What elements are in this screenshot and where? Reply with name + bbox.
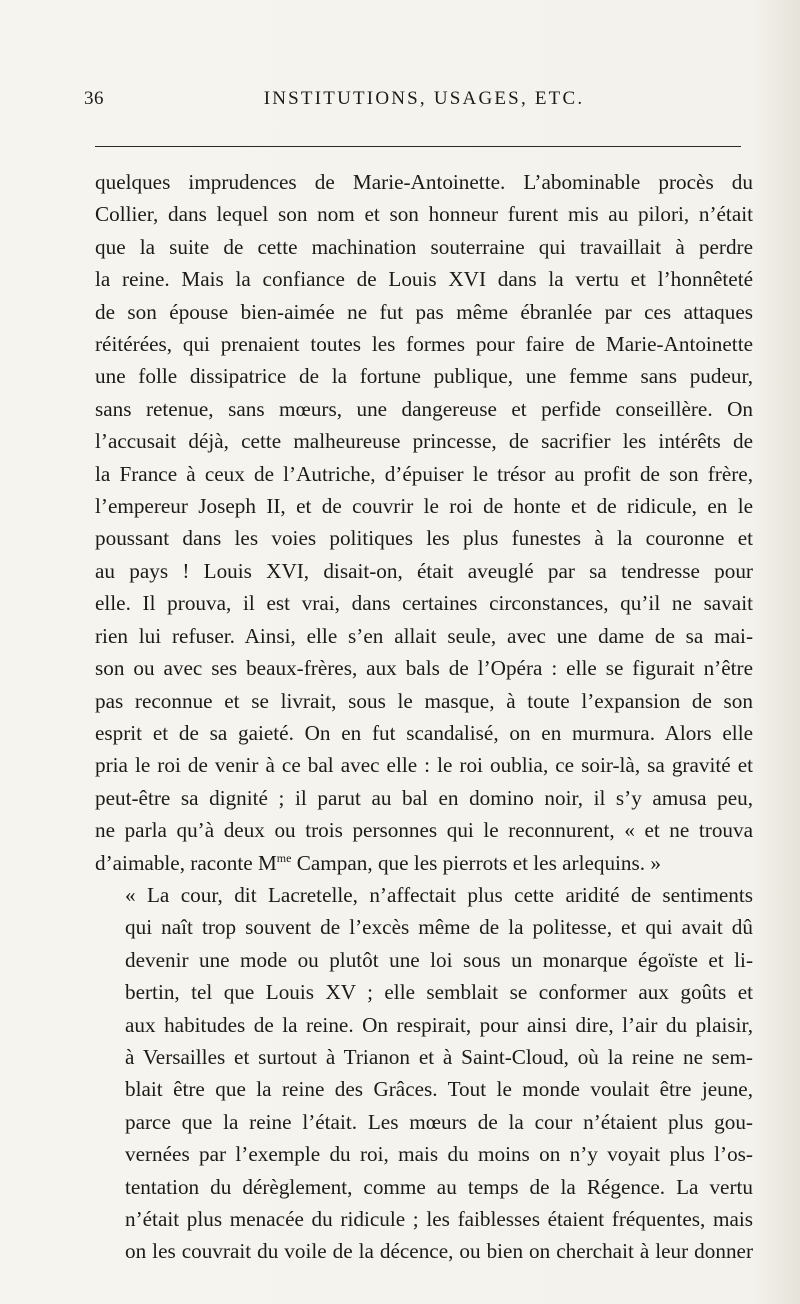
text-line: sans retenue, sans mœurs, une dangereuse et perfide conseillère. On [95,396,753,421]
text-fragment: Campan, que les pierrots et les arlequins. » [291,850,661,875]
text-line: blait être que la reine des Grâces. Tout le monde voulait être jeune, [125,1077,753,1102]
text-line: ne parla qu’à deux ou trois personnes qui le reconnurent, « et ne trouva [95,818,753,843]
text-line: l’accusait déjà, cette malheureuse princesse, de sacrifier les intérêts de [95,429,753,454]
text-line: que la suite de cette machination souterraine qui travaillait à perdre [95,234,753,259]
text-line: vernées par l’exemple du roi, mais du moins on n’y voyait plus l’os- [125,1142,753,1167]
text-line: rien lui refuser. Ainsi, elle s’en allait seule, avec une dame de sa mai- [95,623,753,648]
text-line: tentation du dérèglement, comme au temps de la Régence. La vertu [125,1174,753,1199]
text-line-final [95,847,753,879]
running-title: INSTITUTIONS, USAGES, ETC. [263,88,585,109]
text-line: son ou avec ses beaux-frères, aux bals de l’Opéra : elle se figurait n’être [95,656,753,681]
text-line: « La cour, dit Lacretelle, n’affectait plus cette aridité de sentiments [125,882,753,907]
text-line: parce que la reine l’était. Les mœurs de la cour n’étaient plus gou- [125,1109,753,1134]
page-number: 36 [84,88,104,109]
header-rule [95,146,741,147]
text-line: pria le roi de venir à ce bal avec elle : le roi oublia, ce soir-là, sa gravité et [95,753,753,778]
text-line: de son épouse bien-aimée ne fut pas même ébranlée par ces attaques [95,299,753,324]
text-line: esprit et de sa gaieté. On en fut scandalisé, on en murmura. Alors elle [95,720,753,745]
text-line: la reine. Mais la confiance de Louis XVI dans la vertu et l’honnêteté [95,267,753,292]
text-line: aux habitudes de la reine. On respirait, pour ainsi dire, l’air du plaisir, [125,1012,753,1037]
text-line: à Versailles et surtout à Trianon et à Saint-Cloud, où la reine ne sem- [125,1044,753,1069]
text-line: peut-être sa dignité ; il parut au bal en domino noir, il s’y amusa peu, [95,785,753,810]
text-line: on les couvrait du voile de la décence, ou bien on cherchait à leur donner [125,1239,753,1264]
text-line: pas reconnue et se livrait, sous le masque, à toute l’expansion de son [95,688,753,713]
text-line: la France à ceux de l’Autriche, d’épuiser le trésor au profit de son frère, [95,461,753,486]
text-line: elle. Il prouva, il est vrai, dans certaines circonstances, qu’il ne savait [95,591,753,616]
superscript: me [276,850,292,865]
paragraph-1 [95,166,753,879]
text-line: réitérées, qui prenaient toutes les formes pour faire de Marie-Antoinette [95,332,753,357]
text-line: devenir une mode ou plutôt une loi sous un monarque égoïste et li- [125,947,753,972]
text-line: n’était plus menacée du ridicule ; les faiblesses étaient fréquentes, mais [125,1207,753,1231]
text-line: Collier, dans lequel son nom et son honneur furent mis au pilori, n’était [95,202,753,227]
text-line: une folle dissipatrice de la fortune publique, une femme sans pudeur, [95,364,753,389]
body-text [95,166,753,1268]
text-line: qui naît trop souvent de l’excès même de la politesse, et qui avait dû [125,915,753,940]
text-line: quelques imprudences de Marie-Antoinette. L’abominable procès du [95,170,753,194]
text-line: l’empereur Joseph II, et de couvrir le roi de honte et de ridicule, en le [95,494,753,519]
text-fragment: d’aimable, raconte M [95,850,277,875]
text-line: bertin, tel que Louis XV ; elle semblait se conformer aux goûts et [125,980,753,1005]
page-header [84,88,740,118]
paragraph-2 [95,879,753,1268]
text-line: poussant dans les voies politiques les plus funestes à la couronne et [95,526,753,551]
text-line: au pays ! Louis XVI, disait-on, était aveuglé par sa tendresse pour [95,558,753,583]
